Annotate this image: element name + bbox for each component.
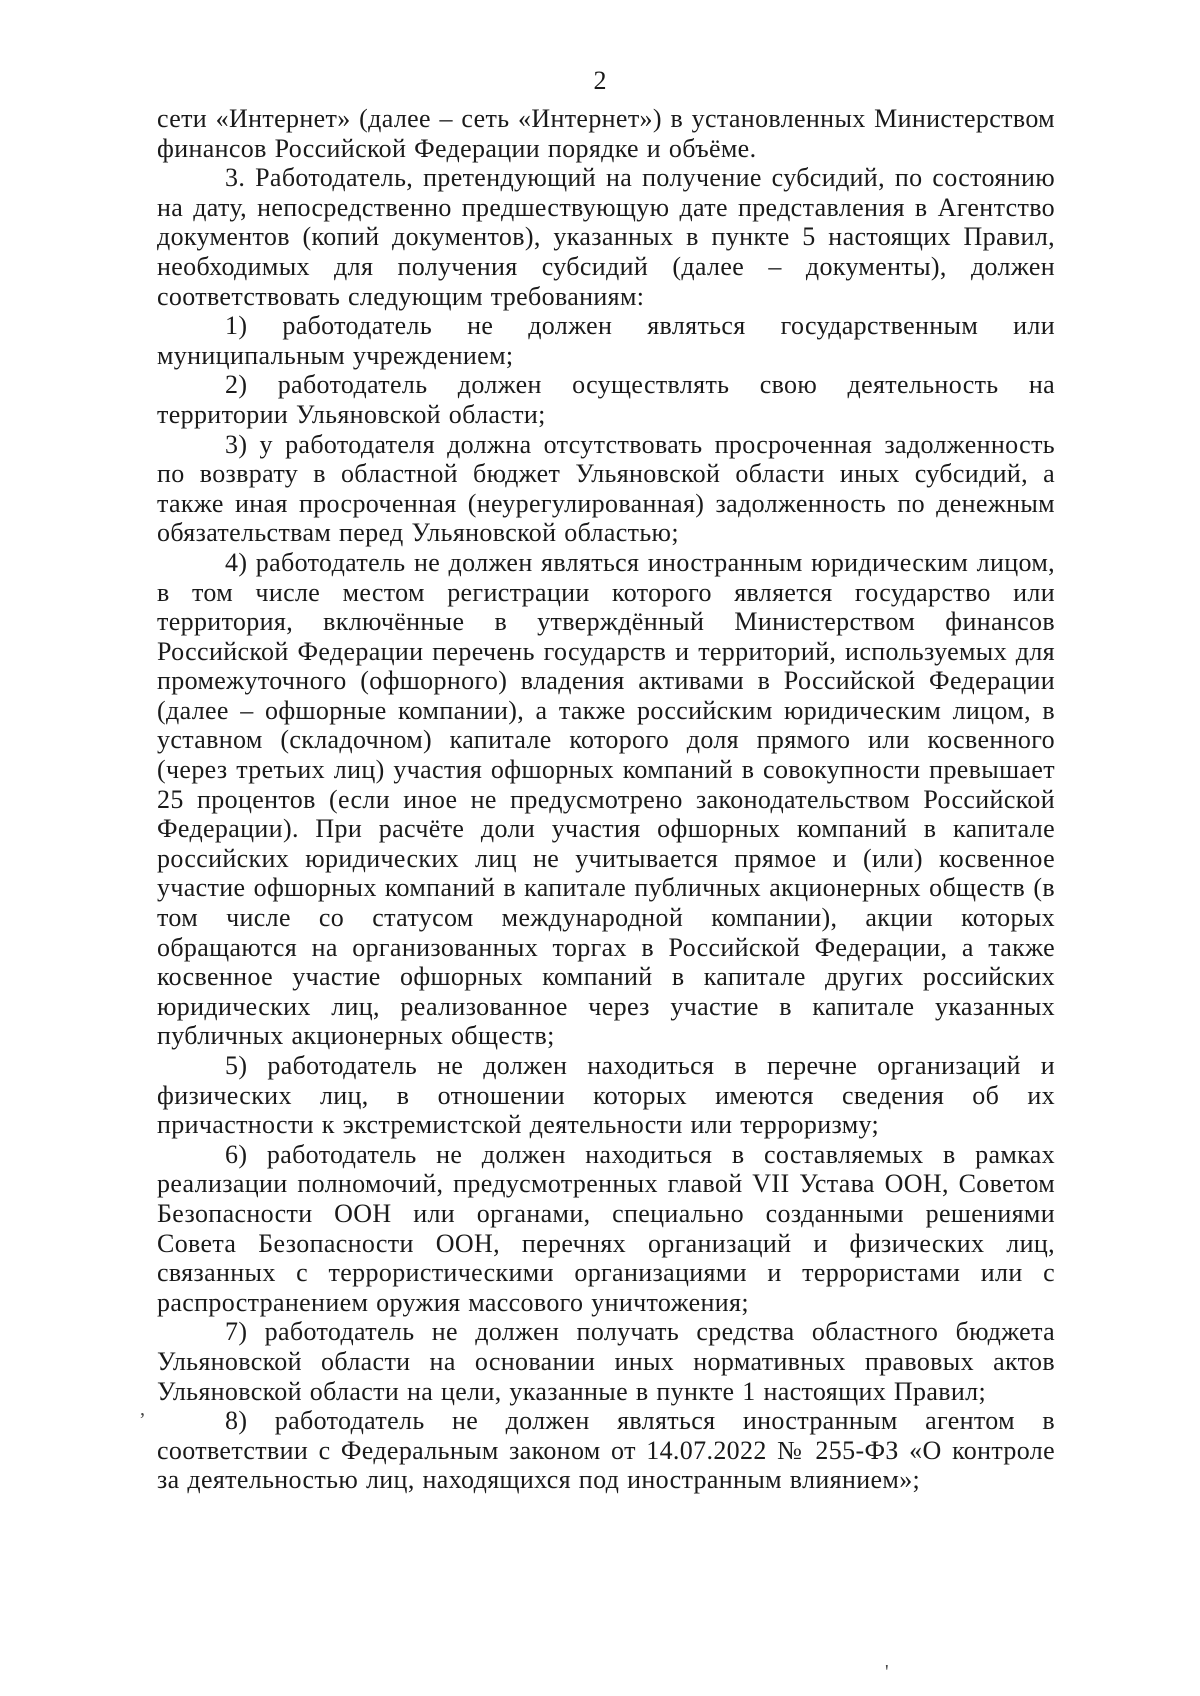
scan-speck: , xyxy=(140,1398,145,1420)
paragraph-item-1: 1) работодатель не должен являться государственным или муниципальным учреждением; xyxy=(157,311,1055,370)
paragraph-clause-3: 3. Работодатель, претендующий на получение субсидий, по состоянию на дату, непосредственно предшествующую дате представления в Агентство документов (копий документов), указанных в пункте 5 настоящих Правил, необходимых для получения субсидий (далее – документы), должен соответствовать следующим требованиям: xyxy=(157,163,1055,311)
paragraph-item-7: 7) работодатель не должен получать средства областного бюджета Ульяновской области на основании иных нормативных правовых актов Ульяновской области на цели, указанные в пункте 1 настоящих Правил; xyxy=(157,1317,1055,1406)
paragraph-item-2: 2) работодатель должен осуществлять свою деятельность на территории Ульяновской области; xyxy=(157,370,1055,429)
paragraph-item-5: 5) работодатель не должен находиться в перечне организаций и физических лиц, в отношении которых имеются сведения об их причастности к экстремистской деятельности или терроризму; xyxy=(157,1051,1055,1140)
document-body xyxy=(157,104,1055,1495)
paragraph-item-3: 3) у работодателя должна отсутствовать просроченная задолженность по возврату в областной бюджет Ульяновской области иных субсидий, а также иная просроченная (неурегулированная) задолженность по денежным обязательствам перед Ульяновской областью; xyxy=(157,429,1055,548)
scan-speck: ' xyxy=(885,1661,889,1683)
page-number: 2 xyxy=(593,66,607,95)
paragraph-continuation: сети «Интернет» (далее – сеть «Интернет») в установленных Министерством финансов Российской Федерации порядке и объёме. xyxy=(157,104,1055,163)
paragraph-item-8: 8) работодатель не должен являться иностранным агентом в соответствии с Федеральным законом от 14.07.2022 № 255-ФЗ «О контроле за деятельностью лиц, находящихся под иностранным влиянием»; xyxy=(157,1406,1055,1495)
paragraph-item-6: 6) работодатель не должен находиться в составляемых в рамках реализации полномочий, предусмотренных главой VII Устава ООН, Советом Безопасности ООН или органами, специально созданными решениями Совета Безопасности ООН, перечнях организаций и физических лиц, связанных с террористическими организациями и террористами или с распространением оружия массового уничтожения; xyxy=(157,1139,1055,1317)
paragraph-item-4: 4) работодатель не должен являться иностранным юридическим лицом, в том числе местом регистрации которого является государство или территория, включённые в утверждённый Министерством финансов Российской Федерации перечень государств и территорий, используемых для промежуточного (офшорного) владения активами в Российской Федерации (далее – офшорные компании), а также российским юридическим лицом, в уставном (складочном) капитале которого доля прямого или косвенного (через третьих лиц) участия офшорных компаний в совокупности превышает 25 процентов (если иное не предусмотрено законодательством Российской Федерации). При расчёте доли участия офшорных компаний в капитале российских юридических лиц не учитывается прямое и (или) косвенное участие офшорных компаний в капитале публичных акционерных обществ (в том числе со статусом международной компании), акции которых обращаются на организованных торгах в Российской Федерации, а также косвенное участие офшорных компаний в капитале других российских юридических лиц, реализованное через участие в капитале указанных публичных акционерных обществ; xyxy=(157,547,1055,1051)
